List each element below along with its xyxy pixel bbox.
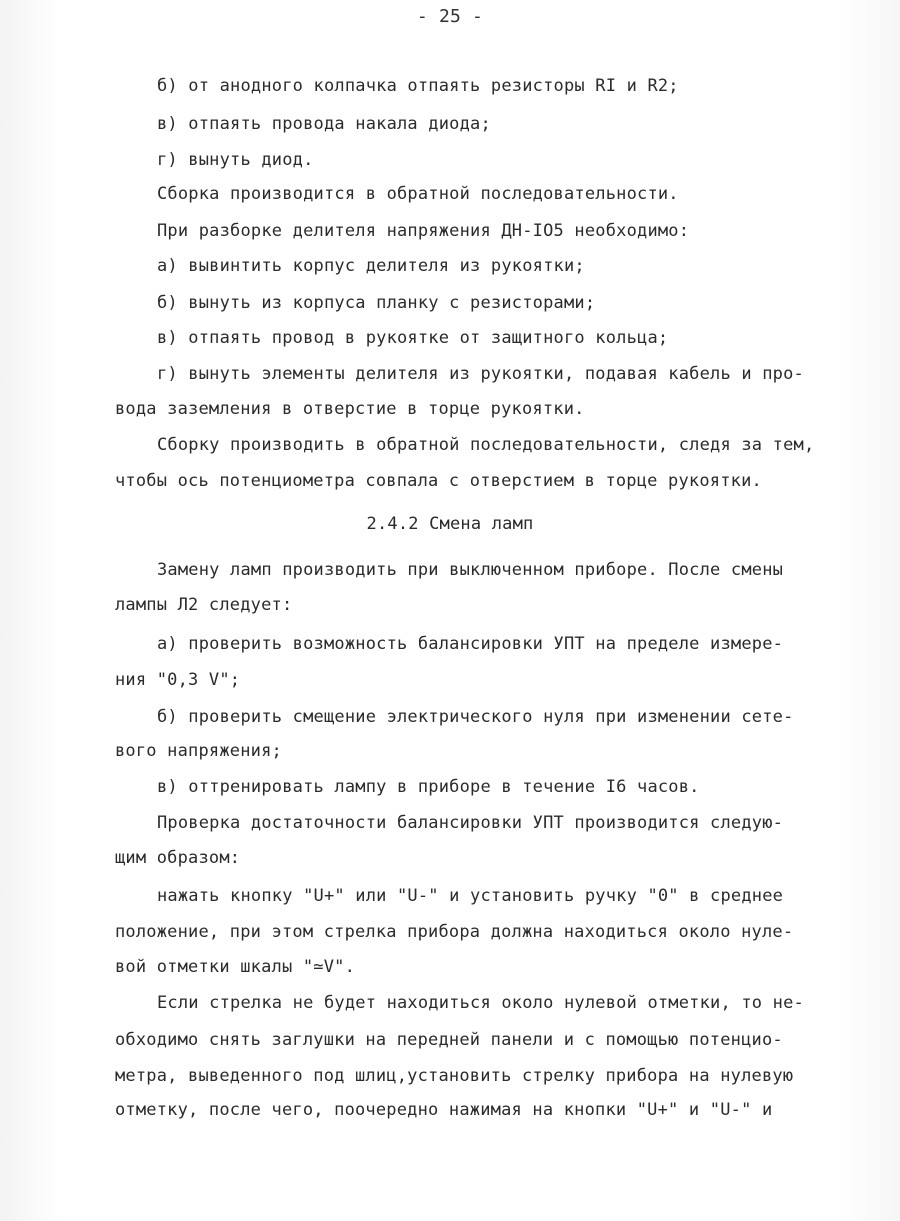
text-line: положение, при этом стрелка прибора должна находиться около нуле-: [115, 922, 794, 942]
text-line: а) вывинтить корпус делителя из рукоятки;: [157, 256, 585, 276]
text-line: обходимо снять заглушки на передней панели и с помощью потенцио-: [115, 1030, 783, 1050]
page-number: - 25 -: [416, 6, 484, 27]
text-line: щим образом:: [115, 848, 241, 868]
text-line: б) от анодного колпачка отпаять резисторы RI и R2;: [157, 76, 679, 96]
section-heading: 2.4.2 Смена ламп: [366, 514, 534, 534]
text-line: вого напряжения;: [115, 741, 282, 761]
text-line: отметку, после чего, поочередно нажимая на кнопки "U+" и "U-" и: [115, 1100, 773, 1120]
text-line: б) проверить смещение электрического нуля при изменении сете-: [157, 707, 794, 727]
text-line: Сборка производится в обратной последовательности.: [157, 184, 679, 204]
text-line: в) отпаять провода накала диода;: [157, 114, 491, 134]
text-line: вода заземления в отверстие в торце рукоятки.: [115, 399, 585, 419]
text-line: метра, выведенного под шлиц,установить стрелку прибора на нулевую: [115, 1066, 794, 1086]
text-line: При разборке делителя напряжения ДН-IO5 необходимо:: [157, 221, 690, 241]
text-line: нажать кнопку "U+" или "U-" и установить ручку "0" в среднее: [157, 886, 784, 906]
text-line: б) вынуть из корпуса планку с резисторами;: [157, 293, 596, 313]
text-line: Проверка достаточности балансировки УПТ производится следую-: [157, 813, 784, 833]
text-line: г) вынуть диод.: [157, 150, 314, 170]
text-line: а) проверить возможность балансировки УПТ на пределе измере-: [157, 634, 784, 654]
text-line: вой отметки шкалы "≃V".: [115, 957, 356, 977]
text-line: ния "0,3 V";: [115, 670, 241, 690]
text-line: лампы Л2 следует:: [115, 595, 293, 615]
text-line: Замену ламп производить при выключенном приборе. После смены: [157, 560, 784, 580]
text-line: чтобы ось потенциометра совпала с отверстием в торце рукоятки.: [115, 471, 762, 491]
text-line: в) отпаять провод в рукоятке от защитного кольца;: [157, 328, 669, 348]
text-line: в) оттренировать лампу в приборе в течение I6 часов.: [157, 777, 700, 797]
text-line: Если стрелка не будет находиться около нулевой отметки, то не-: [157, 993, 804, 1013]
text-line: Сборку производить в обратной последовательности, следя за тем,: [157, 435, 815, 455]
text-line: г) вынуть элементы делителя из рукоятки, подавая кабель и про-: [157, 364, 804, 384]
